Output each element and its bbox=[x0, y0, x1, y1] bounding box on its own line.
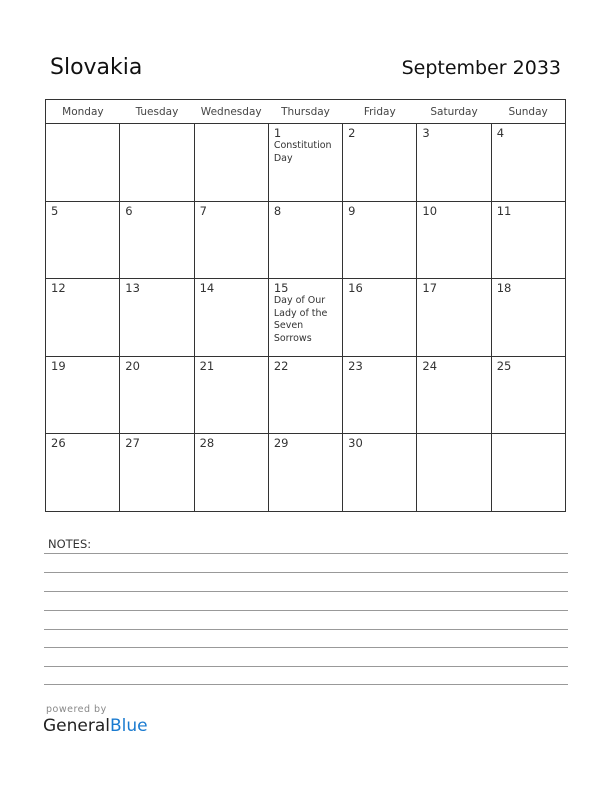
day-cell bbox=[343, 279, 417, 357]
day-number: 30 bbox=[348, 436, 363, 450]
day-cell bbox=[417, 356, 491, 434]
day-cell bbox=[268, 124, 342, 202]
day-cell bbox=[46, 201, 120, 279]
notes-line bbox=[44, 647, 568, 648]
day-number: 23 bbox=[348, 358, 363, 373]
day-number: 25 bbox=[496, 358, 512, 373]
week-row bbox=[46, 124, 566, 202]
day-number: 18 bbox=[496, 281, 512, 295]
day-number: 20 bbox=[125, 358, 140, 373]
notes-line bbox=[44, 666, 568, 667]
day-number: 27 bbox=[125, 436, 140, 450]
day-number: 9 bbox=[348, 203, 356, 218]
notes-line bbox=[44, 629, 568, 630]
weekday-sunday: Sunday bbox=[491, 100, 565, 124]
day-cell bbox=[343, 434, 417, 512]
week-row bbox=[46, 434, 566, 512]
day-cell bbox=[194, 356, 268, 434]
day-cell bbox=[417, 201, 491, 279]
day-cell bbox=[46, 279, 120, 357]
day-cell bbox=[343, 201, 417, 279]
holiday-label: Constitution Day bbox=[273, 140, 332, 164]
powered-by: powered by bbox=[46, 704, 107, 715]
day-number: 28 bbox=[199, 436, 215, 450]
day-number: 21 bbox=[199, 358, 215, 373]
day-number: 1 bbox=[273, 126, 282, 140]
day-cell bbox=[194, 124, 268, 202]
day-cell bbox=[268, 434, 342, 512]
day-number: 8 bbox=[273, 203, 282, 218]
weekday-wednesday: Wednesday bbox=[194, 100, 268, 124]
weekday-monday: Monday bbox=[46, 100, 120, 124]
weekday-header bbox=[46, 100, 566, 124]
day-number: 26 bbox=[51, 436, 66, 450]
day-cell bbox=[120, 434, 194, 512]
day-number: 4 bbox=[496, 126, 505, 140]
day-number: 7 bbox=[199, 203, 207, 218]
day-number: 17 bbox=[422, 281, 438, 295]
weekday-friday: Friday bbox=[343, 100, 417, 124]
day-number: 5 bbox=[51, 203, 59, 218]
day-cell bbox=[417, 124, 491, 202]
week-row bbox=[46, 279, 566, 357]
generalblue-logo bbox=[43, 716, 148, 736]
day-cell bbox=[46, 434, 120, 512]
day-cell bbox=[491, 434, 565, 512]
brand-blue: Blue bbox=[110, 716, 148, 736]
day-cell bbox=[120, 201, 194, 279]
calendar-grid bbox=[45, 99, 566, 512]
holiday-label: Day of Our Lady of the Seven Sorrows bbox=[273, 295, 328, 344]
day-number: 14 bbox=[199, 281, 215, 295]
day-number: 22 bbox=[273, 358, 289, 373]
country-title: Slovakia bbox=[50, 55, 143, 80]
day-cell bbox=[194, 434, 268, 512]
day-number: 13 bbox=[125, 281, 140, 295]
weekday-saturday: Saturday bbox=[417, 100, 491, 124]
day-number: 29 bbox=[273, 436, 289, 450]
day-number: 2 bbox=[348, 126, 356, 140]
day-cell bbox=[417, 434, 491, 512]
day-cell bbox=[120, 356, 194, 434]
day-number: 6 bbox=[125, 203, 133, 218]
notes-line bbox=[44, 572, 568, 573]
notes-label: NOTES: bbox=[48, 537, 92, 551]
day-cell bbox=[268, 201, 342, 279]
week-row bbox=[46, 356, 566, 434]
day-cell bbox=[120, 124, 194, 202]
day-number: 19 bbox=[51, 358, 66, 373]
notes-line bbox=[44, 610, 568, 611]
month-title: September 2033 bbox=[401, 57, 561, 79]
day-number: 15 bbox=[273, 281, 289, 295]
day-cell bbox=[268, 356, 342, 434]
day-cell bbox=[46, 356, 120, 434]
day-number: 12 bbox=[51, 281, 66, 295]
day-cell bbox=[120, 279, 194, 357]
day-cell bbox=[194, 201, 268, 279]
day-cell bbox=[343, 356, 417, 434]
day-number: 3 bbox=[422, 126, 430, 140]
day-cell bbox=[194, 279, 268, 357]
day-number: 10 bbox=[422, 203, 438, 218]
week-row bbox=[46, 201, 566, 279]
day-cell bbox=[491, 201, 565, 279]
day-cell bbox=[491, 279, 565, 357]
brand-general: General bbox=[43, 716, 110, 736]
day-cell bbox=[343, 124, 417, 202]
day-cell bbox=[491, 356, 565, 434]
day-number: 16 bbox=[348, 281, 363, 295]
day-cell bbox=[417, 279, 491, 357]
day-number: 24 bbox=[422, 358, 438, 373]
notes-line bbox=[44, 684, 568, 685]
weekday-thursday: Thursday bbox=[268, 100, 342, 124]
day-cell bbox=[491, 124, 565, 202]
day-number: 11 bbox=[496, 203, 512, 218]
notes-line bbox=[44, 591, 568, 592]
weekday-tuesday: Tuesday bbox=[120, 100, 194, 124]
day-cell bbox=[46, 124, 120, 202]
notes-line bbox=[44, 553, 568, 554]
day-cell bbox=[268, 279, 342, 357]
